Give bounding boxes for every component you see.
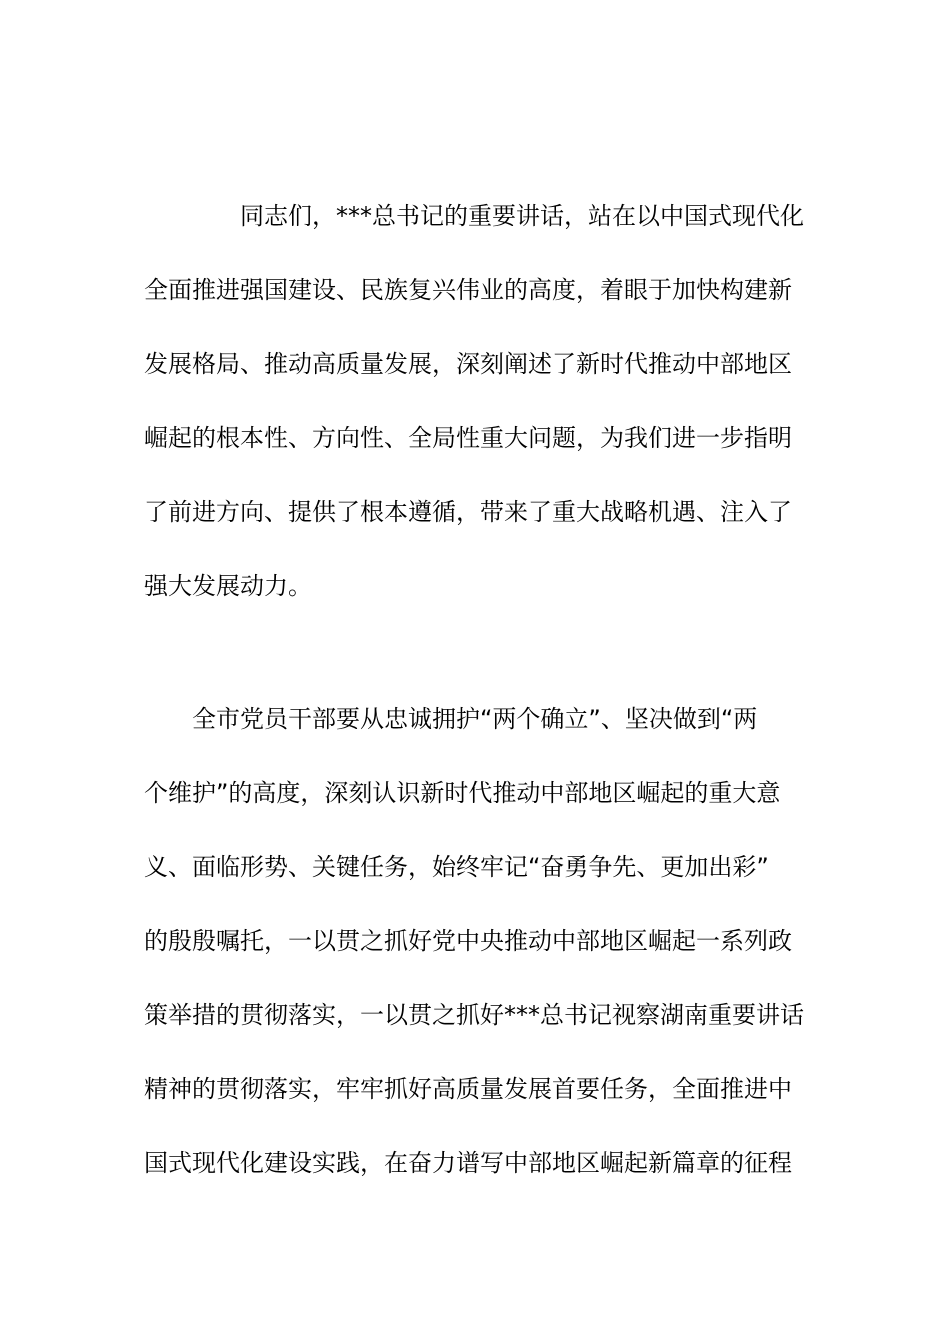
paragraph-line: 同志们，***总书记的重要讲话，站在以中国式现代化 bbox=[240, 202, 804, 230]
paragraph-line: 的殷殷嘱托，一以贯之抓好党中央推动中部地区崛起一系列政 bbox=[144, 927, 792, 955]
paragraph-line: 精神的贯彻落实，牢牢抓好高质量发展首要任务，全面推进中 bbox=[144, 1075, 792, 1103]
paragraph-line: 策举措的贯彻落实，一以贯之抓好***总书记视察湖南重要讲话 bbox=[144, 1001, 804, 1029]
paragraph-line: 强大发展动力。 bbox=[144, 572, 312, 600]
paragraph-line: 发展格局、推动高质量发展，深刻阐述了新时代推动中部地区 bbox=[144, 350, 792, 378]
paragraph-line: 崛起的根本性、方向性、全局性重大问题，为我们进一步指明 bbox=[144, 424, 792, 452]
paragraph-line: 全市党员干部要从忠诚拥护“两个确立”、坚决做到“两 bbox=[192, 705, 758, 733]
paragraph-line: 国式现代化建设实践，在奋力谱写中部地区崛起新篇章的征程 bbox=[144, 1149, 792, 1177]
paragraph-line: 个维护”的高度，深刻认识新时代推动中部地区崛起的重大意 bbox=[144, 779, 781, 807]
paragraph-line: 义、面临形势、关键任务，始终牢记“奋勇争先、更加出彩” bbox=[144, 853, 769, 881]
paragraph-line: 全面推进强国建设、民族复兴伟业的高度，着眼于加快构建新 bbox=[144, 276, 792, 304]
paragraph-line: 了前进方向、提供了根本遵循，带来了重大战略机遇、注入了 bbox=[144, 498, 792, 526]
